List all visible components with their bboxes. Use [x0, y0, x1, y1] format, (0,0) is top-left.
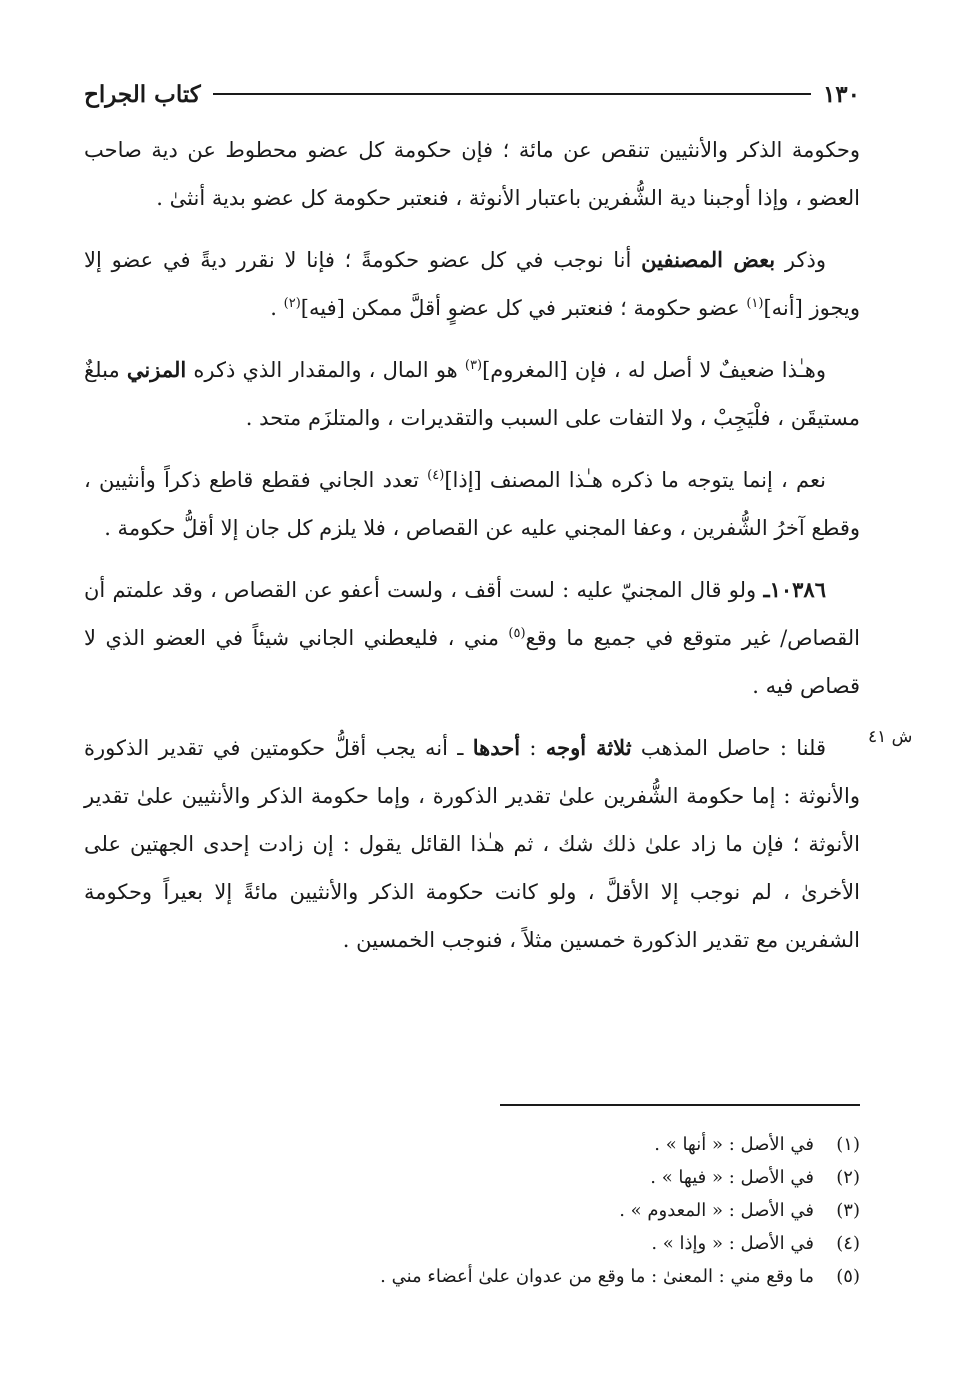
- footnote-number: (٣): [836, 1200, 860, 1221]
- page-number: ١٣٠: [822, 80, 860, 108]
- scholar-name: بعض المصنفين: [641, 247, 776, 272]
- paragraph-2: [84, 236, 860, 332]
- footnote-item: [84, 1128, 860, 1161]
- paragraph-5: [84, 566, 860, 710]
- three-views-label: ثلاثة أوجه: [545, 735, 632, 760]
- paragraph-1: [84, 126, 860, 222]
- paragraph-5-text-a: ولو قال المجنيّ عليه : لست أقف ، ولست أعفو عن القصاص ، وقد علمتم أن القصاص/ غير متوقع في جميع ما وقع: [84, 578, 860, 650]
- footnote-item: [84, 1161, 860, 1194]
- footnote-divider: [500, 1104, 860, 1106]
- footnote-ref-1[interactable]: (١): [746, 296, 764, 311]
- footnote-ref-5[interactable]: (٥): [508, 626, 526, 641]
- issue-number: ١٠٣٨٦ـ: [763, 577, 826, 602]
- footnote-text: في الأصل : « فيها » .: [650, 1167, 814, 1188]
- paragraph-4: [84, 456, 860, 552]
- paragraph-3-text-c: مبلغٌ مستيقَن ، فلْيَجِبْ ، ولا التفات على السبب والتقديرات ، والمتلزَم متحد .: [84, 358, 860, 430]
- footnote-text: في الأصل : « المعدوم » .: [619, 1200, 814, 1221]
- main-text: [84, 126, 860, 978]
- paragraph-4-text-b: تعدد الجاني فقطع قاطع ذكراً وأنثيين ، وقطع آخرُ الشُّفرين ، وعفا المجني عليه عن القصاص ، فلا يلزم كل جان إلا أقلُّ حكومة .: [84, 468, 860, 540]
- margin-note: ش ٤١: [868, 727, 913, 747]
- paragraph-6-text-b: :: [520, 736, 546, 760]
- book-title: كتاب الجراح: [84, 80, 201, 108]
- paragraph-3: [84, 346, 860, 442]
- first-view-label: أحدها: [472, 735, 521, 760]
- footnote-item: [84, 1227, 860, 1260]
- paragraph-2-text-d: .: [270, 296, 284, 320]
- paragraph-3-text-a: وهـٰذا ضعيفٌ لا أصل له ، فإن [المغروم]: [482, 358, 826, 382]
- footnote-item: [84, 1260, 860, 1293]
- paragraph-5-text-b: مني ، فليعطني الجاني شيئاً في العضو الذي لا قصاص فيه .: [84, 626, 860, 698]
- paragraph-1-text: وحكومة الذكر والأنثيين تنقص عن مائة ؛ فإن حكومة كل عضو محطوط عن دية صاحب العضو ، وإذا أوجبنا دية الشُّفرين باعتبار الأنوثة ، فنعتبر حكومة كل عضو بدية أنثىٰ .: [84, 138, 860, 210]
- footnote-text: في الأصل : « أنها » .: [654, 1134, 814, 1155]
- header-rule: [213, 93, 811, 95]
- running-header: [84, 74, 860, 114]
- paragraph-2-text-b: أنا نوجب في كل عضو حكومةً ؛ فإنا لا نقرر ديةً في عضو إلا ويجوز [أنه]: [84, 248, 860, 320]
- paragraph-2-text-c: عضو حكومة ؛ فنعتبر في كل عضوٍ أقلَّ ممكن [فيه]: [300, 296, 747, 320]
- paragraph-3-text-b: هو المال ، والمقدار الذي ذكره: [186, 358, 465, 382]
- footnote-ref-4[interactable]: (٤): [427, 468, 445, 483]
- footnote-text: في الأصل : « وإذا » .: [651, 1233, 814, 1254]
- footnote-number: (١): [836, 1134, 860, 1155]
- footnotes: [84, 1128, 860, 1293]
- scholar-name-muzani: المزني: [126, 357, 187, 382]
- footnote-number: (٥): [836, 1266, 860, 1287]
- paragraph-6: [84, 724, 860, 964]
- paragraph-4-text-a: نعم ، إنما يتوجه ما ذكره هـٰذا المصنف [إذا]: [444, 468, 827, 492]
- paragraph-2-text-a: وذكر: [775, 248, 826, 272]
- footnote-number: (٢): [836, 1167, 860, 1188]
- footnote-number: (٤): [836, 1233, 860, 1254]
- paragraph-6-text-c: ـ أنه يجب أقلُّ حكومتين في تقدير الذكورة والأنوثة : إما حكومة الشُّفرين علىٰ تقدير الذكورة ، وإما حكومة الذكر والأنثيين علىٰ تقدير الأنوثة ؛ فإن ما زاد علىٰ ذلك شك ، ثم هـٰذا القائل يقول : إن زادت إحدى الجهتين على الأخرىٰ ، لم نوجب إلا الأقلَّ ، ولو كانت حكومة الذكر والأنثيين مائةً إلا بعيراً وحكومة الشفرين مع تقدير الذكورة خمسين مثلاً ، فنوجب الخمسين .: [84, 736, 860, 952]
- paragraph-6-text-a: قلنا : حاصل المذهب: [631, 736, 826, 760]
- footnote-text: ما وقع مني : المعنىٰ : ما وقع من عدوان علىٰ أعضاء مني .: [380, 1266, 814, 1287]
- footnote-ref-2[interactable]: (٢): [283, 296, 301, 311]
- footnote-ref-3[interactable]: (٣): [464, 358, 483, 373]
- footnote-item: [84, 1194, 860, 1227]
